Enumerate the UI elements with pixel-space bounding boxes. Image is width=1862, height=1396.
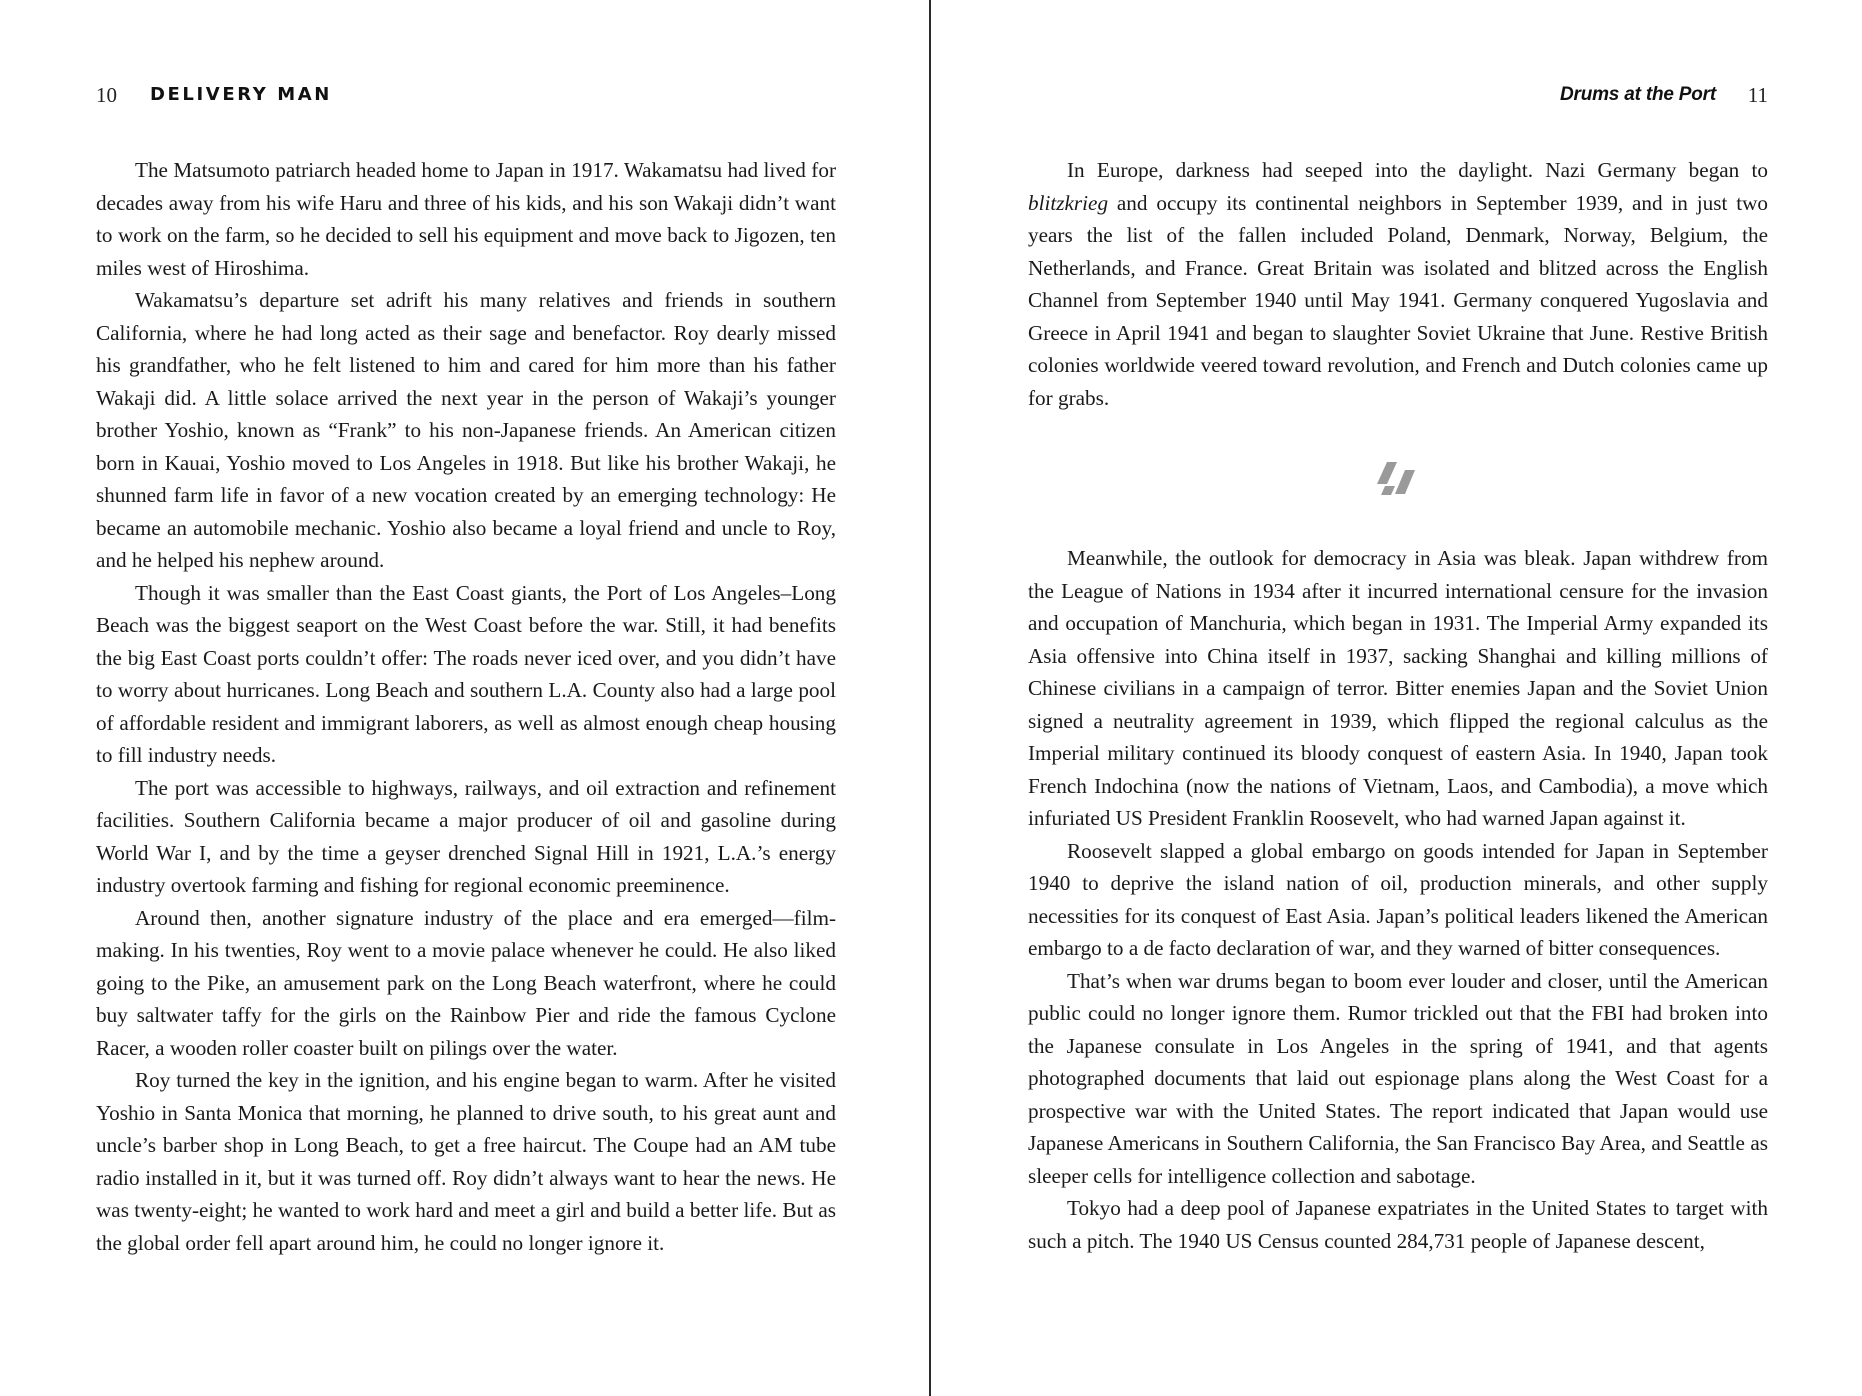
italic-term: blitzkrieg <box>1028 190 1109 215</box>
right-paragraph-1-start: In Europe, darkness had seeped into the daylight. Nazi Germany began to <box>1067 158 1768 182</box>
right-running-head <box>1028 80 1768 110</box>
left-paragraph-6: Roy turned the key in the ignition, and his engine began to warm. After he visited Yoshio in Santa Monica that morning, he planned to drive south, to his great aunt and uncle’s barber shop in Long Beach, to get a free haircut. The Coupe had an AM tube radio installed in it, but it was turned off. Roy didn’t always want to hear the news. He was twenty-eight; he wanted to work hard and meet a girl and build a better life. But as the global order fell apart around him, he could no longer ignore it. <box>96 1068 836 1255</box>
right-page-number: 11 <box>1747 83 1768 107</box>
section-break-slashes-icon <box>1375 462 1421 498</box>
right-paragraph-5: Tokyo had a deep pool of Japanese expatriates in the United States to target with such a pitch. The 1940 US Census counted 284,731 people of Japanese descent, <box>1028 1196 1768 1253</box>
right-paragraph-4: That’s when war drums began to boom ever louder and closer, until the American public could no longer ignore them. Rumor trickled out that the FBI had broken into the Japanese consulate in Los Angeles in the spring of 1941, and that agents photographed documents that laid out espionage plans along the West Coast for a prospective war with the United States. The report indicated that Japan would use Japanese Americans in Southern California, the San Francisco Bay Area, and Seattle as sleeper cells for intelligence collection and sabotage. <box>1028 968 1768 1188</box>
right-section-2 <box>1028 542 1768 1257</box>
left-paragraph-3: Though it was smaller than the East Coast giants, the Port of Los Angeles–Long Beach was the biggest seaport on the West Coast before the war. Still, it had benefits the big East Coast ports couldn’t offer: The roads never iced over, and you didn’t have to worry about hurricanes. Long Beach and southern L.A. County also had a large pool of affordable resident and immigrant laborers, as well as almost enough cheap housing to fill industry needs. <box>96 580 836 767</box>
right-paragraph-2: Meanwhile, the outlook for democracy in Asia was bleak. Japan withdrew from the League of Nations in 1934 after it incurred international censure for the invasion and occupation of Manchuria, which began in 1931. The Imperial Army expanded its Asia offensive into China itself in 1937, sacking Shanghai and killing millions of Chinese civilians in a campaign of terror. Bitter enemies Japan and the Soviet Union signed a neutrality agreement in 1939, which flipped the regional calculus as the Imperial military continued its bloody conquest of eastern Asia. In 1940, Japan took French Indochina (now the nations of Vietnam, Laos, and Cambodia), a move which infuriated US President Franklin Roosevelt, who had warned Japan against it. <box>1028 546 1768 830</box>
left-body-text <box>96 154 836 1259</box>
right-section-1 <box>1028 154 1768 414</box>
book-title: DELIVERY MAN <box>150 84 332 105</box>
right-paragraph-1 <box>1028 154 1768 414</box>
left-page <box>96 0 836 1396</box>
right-paragraph-3: Roosevelt slapped a global embargo on goods intended for Japan in September 1940 to deprive the island nation of oil, production minerals, and other supply necessities for its conquest of East Asia. Japan’s political leaders likened the American embargo to a de facto declaration of war, and they warned of bitter consequences. <box>1028 838 1768 960</box>
left-paragraph-5: Around then, another signature industry of the place and era emerged—film-making. In his twenties, Roy went to a movie palace whenever he could. He also liked going to the Pike, an amusement park on the Long Beach waterfront, where he could buy saltwater taffy for the girls on the Rainbow Pier and ride the famous Cyclone Racer, a wooden roller coaster built on pilings over the water. <box>96 905 836 1060</box>
left-page-number: 10 <box>96 83 117 107</box>
left-paragraph-4: The port was accessible to highways, railways, and oil extraction and refinement facilities. Southern California became a major producer of oil and gasoline during World War I, and by the time a geyser drenched Signal Hill in 1921, L.A.’s energy industry overtook farming and fishing for regional economic preeminence. <box>96 775 836 897</box>
left-paragraph-1: The Matsumoto patriarch headed home to Japan in 1917. Wakamatsu had lived for decades away from his wife Haru and three of his kids, and his son Wakaji didn’t want to work on the farm, so he decided to sell his equipment and move back to Jigozen, ten miles west of Hiroshima. <box>96 158 836 280</box>
right-page <box>1028 0 1768 1396</box>
left-running-head <box>96 80 836 110</box>
chapter-title: Drums at the Port <box>1559 84 1716 105</box>
left-paragraph-2: Wakamatsu’s departure set adrift his many relatives and friends in southern California, where he had long acted as their sage and benefactor. Roy dearly missed his grandfather, who he felt listened to him and cared for him more than his father Wakaji did. A little solace arrived the next year in the person of Wakaji’s younger brother Yoshio, known as “Frank” to his non-Japanese friends. An American citizen born in Kauai, Yoshio moved to Los Angeles in 1918. But like his brother Wakaji, he shunned farm life in favor of a new vocation created by an emerging technology: He became an automobile mechanic. Yoshio also became a loyal friend and uncle to Roy, and he helped his nephew around. <box>96 288 836 572</box>
gutter-divider <box>929 0 931 1396</box>
right-paragraph-1-end: and occupy its continental neighbors in September 1939, and in just two years the list of the fallen included Poland, Denmark, Norway, Belgium, the Netherlands, and France. Great Britain was isolated and blitzed across the English Channel from September 1940 until May 1941. Germany conquered Yugoslavia and Greece in April 1941 and began to slaughter Soviet Ukraine that June. Restive British colonies worldwide veered toward revolution, and French and Dutch colonies came up for grabs. <box>1028 190 1768 410</box>
